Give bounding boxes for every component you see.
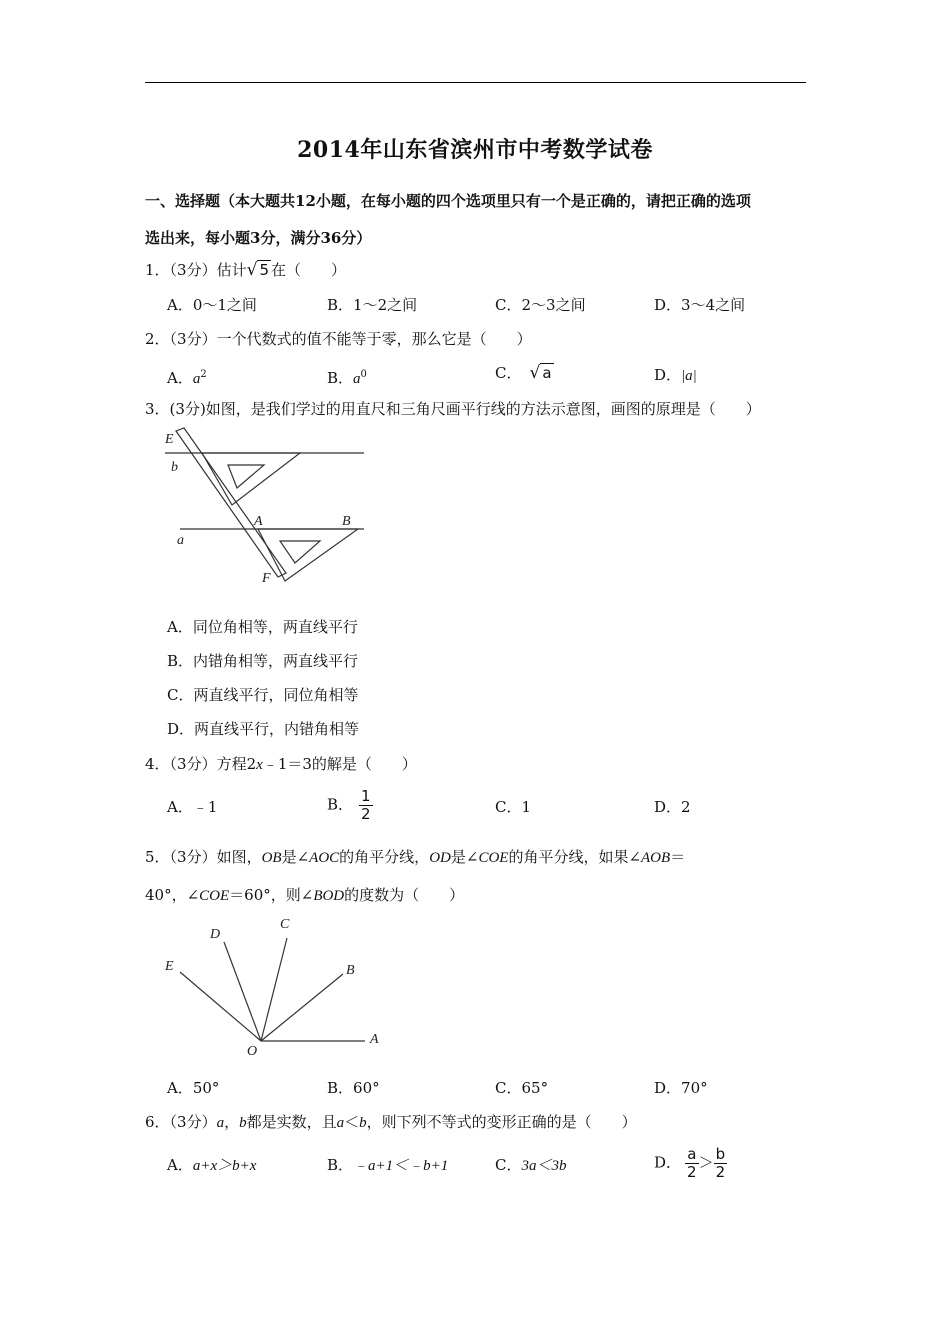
option-a: A．同位角相等，两直线平行 <box>167 618 358 636</box>
option-b: B．﹣a+1＜﹣b+1 <box>327 1156 449 1174</box>
option-c: C．2～3之间 <box>495 296 586 314</box>
label-e: E <box>165 959 174 974</box>
fraction: $\frac{b}{2}$ <box>715 1145 726 1181</box>
option-c: C．1 <box>495 798 532 816</box>
exam-title: 2014年山东省滨州市中考数学试卷 <box>297 137 653 163</box>
option-b: B．内错角相等，两直线平行 <box>167 652 359 670</box>
fraction: $\frac{a}{2}$ <box>687 1145 697 1181</box>
option-d: D．3～4之间 <box>654 296 746 314</box>
option-d: D．两直线平行，内错角相等 <box>167 720 360 738</box>
question-5-line2: 40°，∠COE＝60°，则∠BOD的度数为（ ） <box>145 886 465 904</box>
question-2: 2．（3分）一个代数式的值不能等于零，那么它是（ ） <box>145 330 532 348</box>
option-c: C．65° <box>495 1079 549 1097</box>
angle-bisector-figure <box>160 910 390 1060</box>
section-heading-line2: 选出来，每小题3分，满分36分） <box>145 229 372 247</box>
question-5-line1: 5．（3分）如图，OB是∠AOC的角平分线，OD是∠COE的角平分线，如果∠AOB＝ <box>145 848 686 866</box>
section-heading-line1: 一、选择题（本大题共12小题，在每小题的四个选项里只有一个是正确的，请把正确的选项 <box>145 192 751 210</box>
option-a: A．a+x＞b+x <box>167 1156 257 1174</box>
label-e: E <box>165 432 174 447</box>
option-b: B．$a^0$ <box>327 369 367 387</box>
label-f: F <box>262 571 271 586</box>
option-c: C．3a＜3b <box>495 1156 567 1174</box>
option-a: A．﹣1 <box>167 798 218 816</box>
option-a: A．0～1之间 <box>167 296 257 314</box>
label-a-point: A <box>254 514 263 529</box>
label-a: A <box>370 1032 379 1047</box>
option-c: C． √ a <box>495 363 552 383</box>
option-a: A．$a^2$ <box>167 369 207 387</box>
sqrt-expression: √ 5 <box>246 260 269 280</box>
option-a: A．50° <box>167 1079 220 1097</box>
option-d: D．70° <box>654 1079 708 1097</box>
option-c: C．两直线平行，同位角相等 <box>167 686 359 704</box>
label-c: C <box>280 917 290 932</box>
label-o: O <box>247 1044 258 1059</box>
question-number: 1． <box>145 261 170 279</box>
option-b: B．1～2之间 <box>327 296 418 314</box>
label-a-line: a <box>177 533 184 548</box>
label-d: D <box>210 927 221 942</box>
fraction: $\frac{1}{2}$ <box>361 787 371 823</box>
question-text: 在（ ） <box>270 261 346 279</box>
ruler-triangle-figure <box>160 425 375 590</box>
sqrt-expression: √ a <box>529 363 552 383</box>
option-d: D．|a| <box>654 366 697 384</box>
label-b: B <box>346 963 355 978</box>
option-b: B． $\frac{1}{2}$ <box>327 787 371 823</box>
question-4: 4．（3分）方程2x﹣1＝3的解是（ ） <box>145 755 417 773</box>
question-1 <box>145 259 810 281</box>
question-text: （3分）估计 <box>169 261 247 279</box>
question-3: 3．(3分)如图，是我们学过的用直尺和三角尺画平行线的方法示意图，画图的原理是（ ） <box>145 400 761 418</box>
question-6: 6．（3分）a，b都是实数，且a＜b，则下列不等式的变形正确的是（ ） <box>145 1113 637 1131</box>
label-b-line: b <box>171 460 178 475</box>
option-b: B．60° <box>327 1079 380 1097</box>
option-d: D． $\frac{a}{2}$ ＞ $\frac{b}{2}$ <box>654 1145 726 1181</box>
label-b-point: B <box>342 514 351 529</box>
header-rule <box>145 82 806 83</box>
option-d: D．2 <box>654 798 691 816</box>
